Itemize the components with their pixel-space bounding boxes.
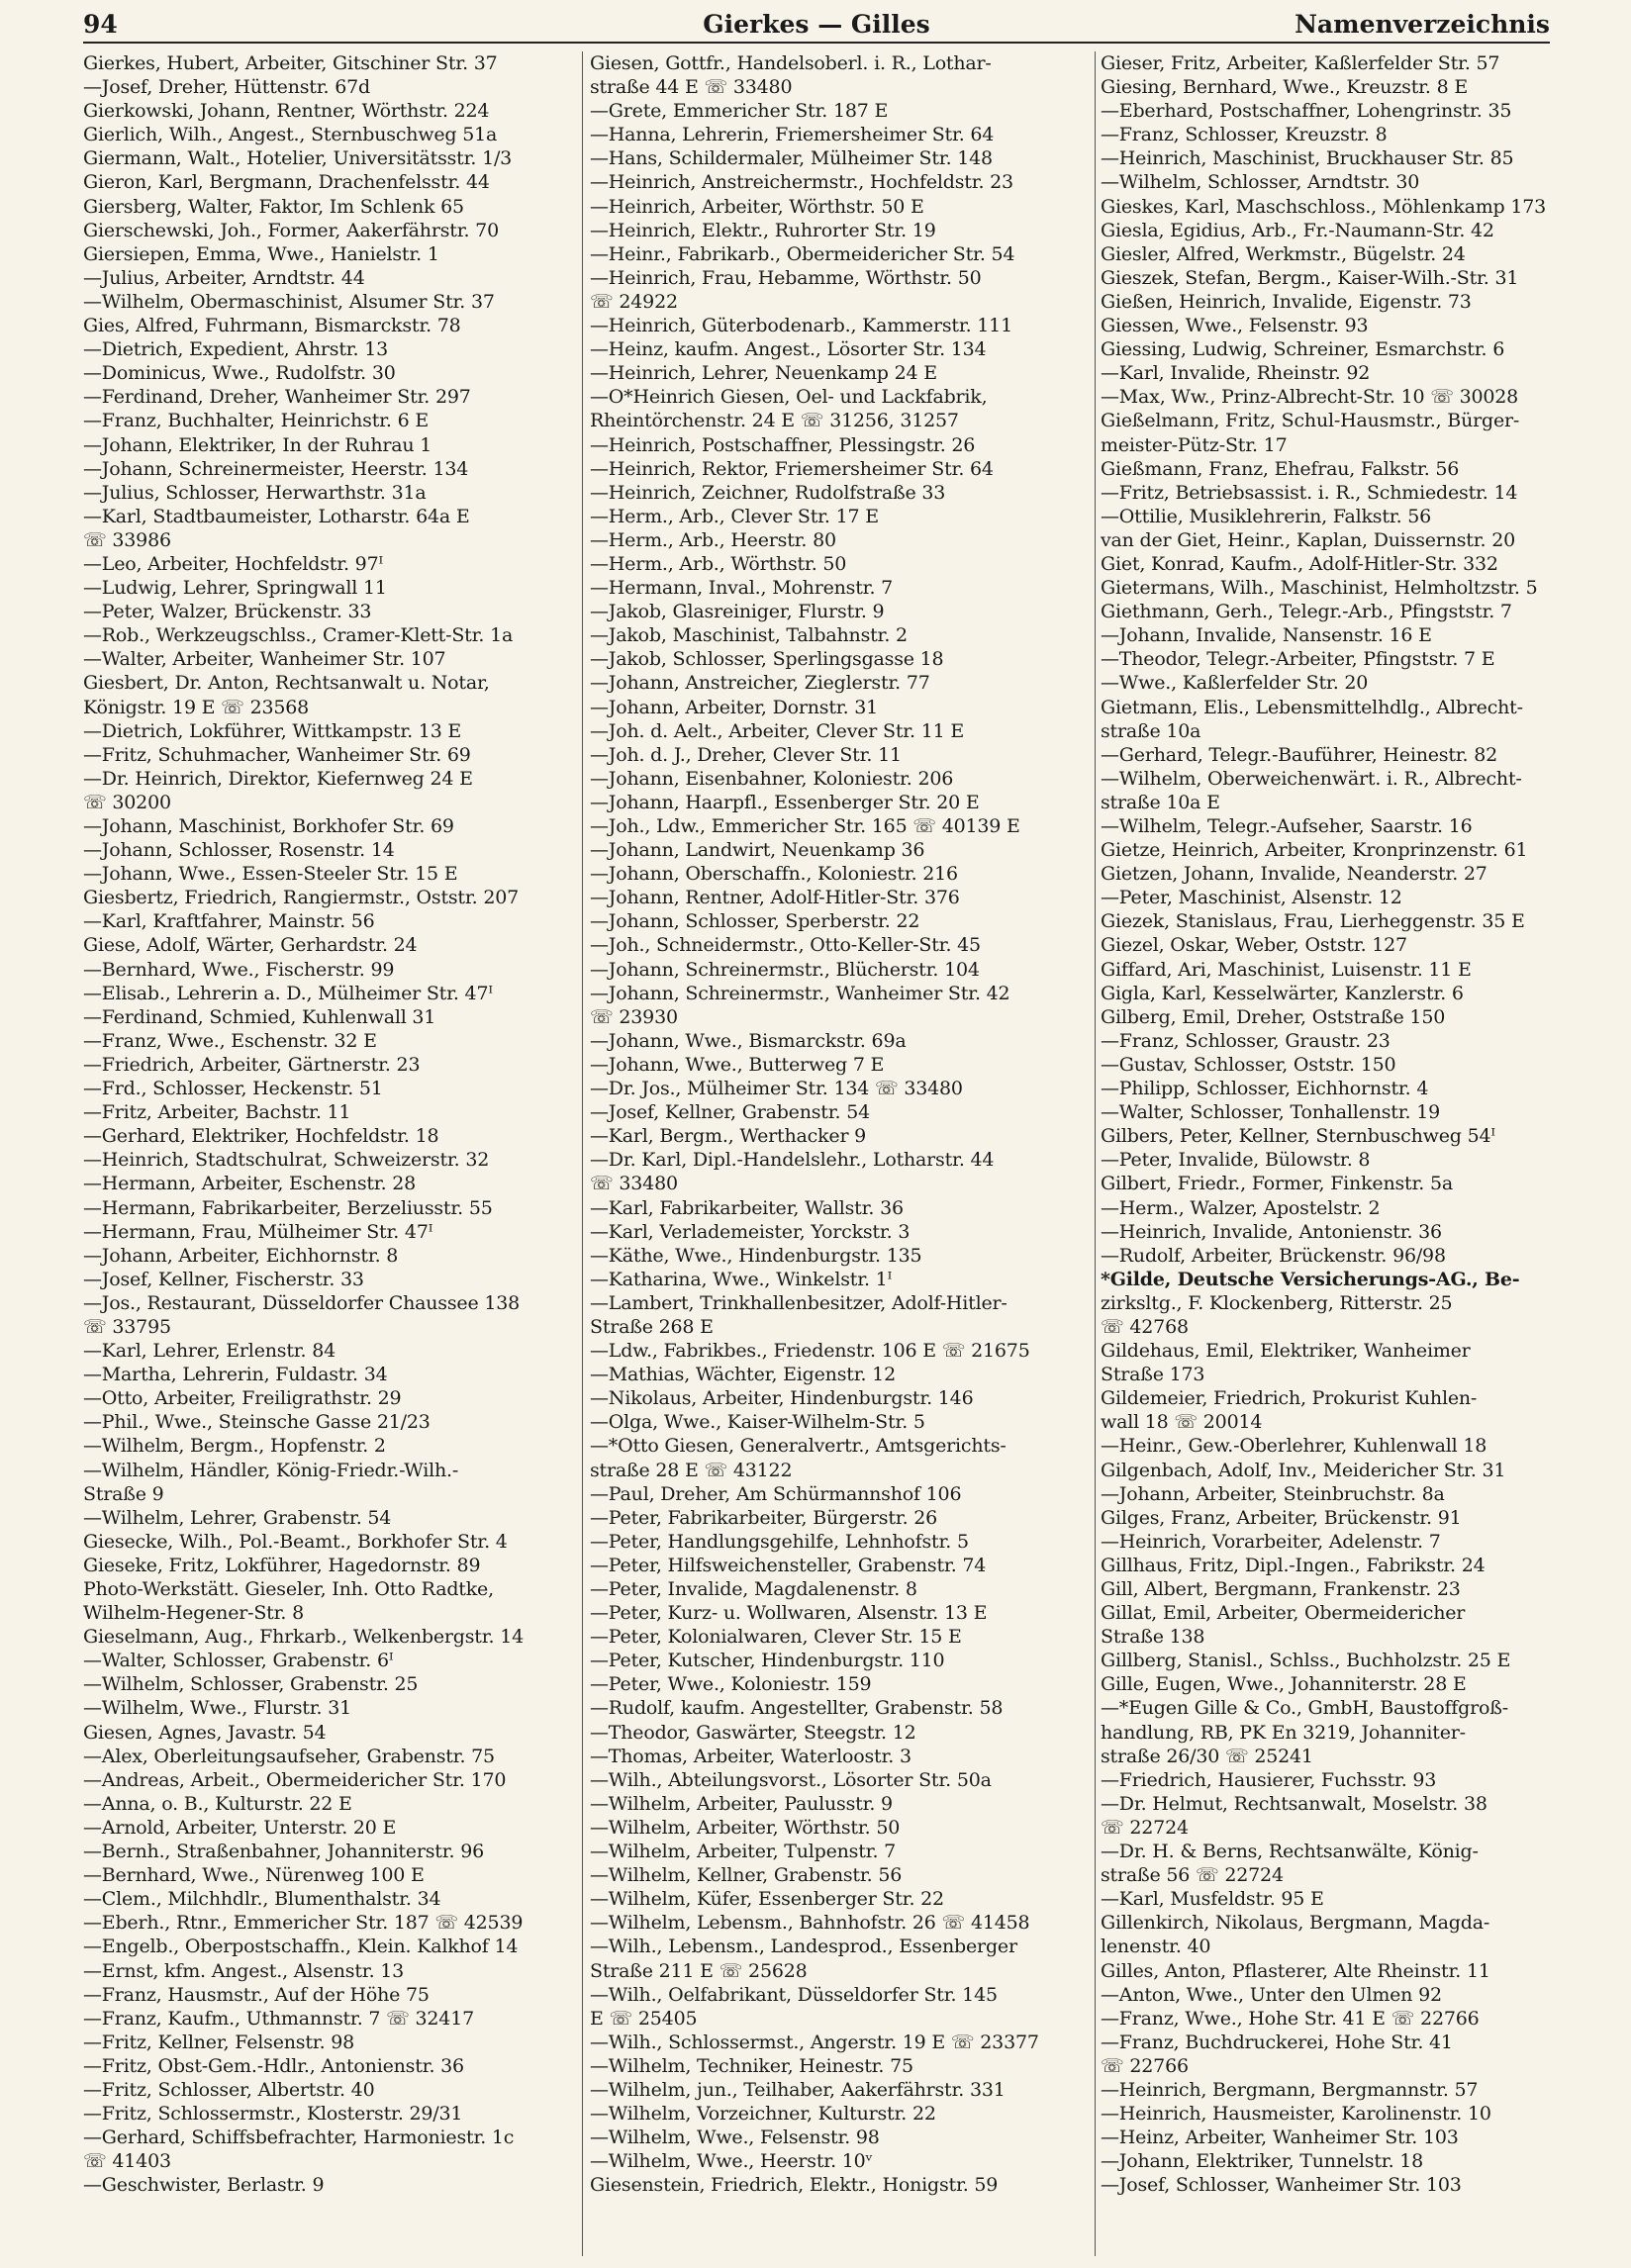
directory-entry-line: —Johann, Wwe., Essen-Steeler Str. 15 E bbox=[83, 863, 458, 886]
directory-entry-line: —Peter, Invalide, Magdalenenstr. 8 bbox=[590, 1578, 917, 1600]
directory-entry-line: —Lambert, Trinkhallenbesitzer, Adolf-Hitler- bbox=[590, 1291, 1007, 1314]
directory-entry-line: —Josef, Schlosser, Wanheimer Str. 103 bbox=[1101, 2174, 1462, 2197]
directory-entry-line: —Martha, Lehrerin, Fuldastr. 34 bbox=[83, 1364, 388, 1386]
directory-entry-line: —Wilhelm, Arbeiter, Paulusstr. 9 bbox=[590, 1792, 893, 1815]
directory-entry-line: —Heinr., Fabrikarb., Obermeidericher Str. 54 bbox=[590, 242, 1015, 265]
directory-entry-line: Giessen, Wwe., Felsenstr. 93 bbox=[1101, 315, 1369, 337]
directory-entry-line: —Wilhelm, Schlosser, Grabenstr. 25 bbox=[83, 1673, 419, 1696]
directory-entry-line: Gießmann, Franz, Ehefrau, Falkstr. 56 bbox=[1101, 457, 1460, 480]
directory-entry-line: —Franz, Wwe., Eschenstr. 32 E bbox=[83, 1029, 377, 1052]
directory-entry-line: —Johann, Wwe., Butterweg 7 E bbox=[590, 1053, 885, 1076]
directory-entry-line: Straße 173 bbox=[1101, 1364, 1205, 1386]
directory-entry-line: —Dr. Heinrich, Direktor, Kiefernweg 24 E bbox=[83, 767, 473, 790]
directory-entry-line: —Anna, o. B., Kulturstr. 22 E bbox=[83, 1792, 352, 1815]
directory-entry-line: Gieskes, Karl, Maschschloss., Möhlenkamp 173 bbox=[1101, 195, 1546, 218]
directory-entry-line: Giesen, Gottfr., Handelsoberl. i. R., Lothar- bbox=[590, 52, 992, 74]
directory-entry-line: Gillat, Emil, Arbeiter, Obermeidericher bbox=[1101, 1602, 1466, 1625]
directory-entry-line: Rheintörchenstr. 24 E ☏ 31256, 31257 bbox=[590, 410, 959, 432]
directory-entry-line: —Franz, Kaufm., Uthmannstr. 7 ☏ 32417 bbox=[83, 2007, 474, 2030]
directory-entry-line: —Johann, Schreinermeister, Heerstr. 134 bbox=[83, 457, 469, 480]
directory-entry-line: —Heinz, kaufm. Angest., Lösorter Str. 134 bbox=[590, 338, 987, 361]
directory-entry-line: —Heinrich, Güterbodenarb., Kammerstr. 111 bbox=[590, 315, 1012, 337]
directory-entry-line: Gietermans, Wilh., Maschinist, Helmholtzstr. 5 bbox=[1101, 577, 1538, 600]
directory-entry-line: —Wilhelm, Telegr.-Aufseher, Saarstr. 16 bbox=[1101, 815, 1473, 837]
directory-entry-line: Gilles, Anton, Pflasterer, Alte Rheinstr. 11 bbox=[1101, 1959, 1490, 1982]
directory-entry-line: zirksltg., F. Klockenberg, Ritterstr. 25 bbox=[1101, 1291, 1453, 1314]
directory-entry-line: —Karl, Stadtbaumeister, Lotharstr. 64a E bbox=[83, 505, 470, 527]
directory-entry-line: straße 10a bbox=[1101, 719, 1201, 742]
directory-entry-line: —Peter, Kurz- u. Wollwaren, Alsenstr. 13 E bbox=[590, 1602, 988, 1625]
directory-entry-line: —Theodor, Telegr.-Arbeiter, Pfingststr. 7 E bbox=[1101, 648, 1495, 671]
directory-entry-line: —Anton, Wwe., Unter den Ulmen 92 bbox=[1101, 1983, 1442, 2006]
directory-entry-line: Straße 268 E bbox=[590, 1315, 714, 1338]
directory-entry-line: ☏ 22724 bbox=[1101, 1816, 1189, 1839]
directory-entry-line: —O*Heinrich Giesen, Oel- und Lackfabrik, bbox=[590, 386, 988, 409]
directory-entry-line: ☏ 33795 bbox=[83, 1315, 171, 1338]
directory-entry-line: Giesecke, Wilh., Pol.-Beamt., Borkhofer Str. 4 bbox=[83, 1530, 508, 1553]
directory-entry-line: Gillberg, Stanisl., Schlss., Buchholzstr. 25 E bbox=[1101, 1650, 1511, 1672]
directory-entry-line: —Heinrich, Rektor, Friemersheimer Str. 64 bbox=[590, 457, 994, 480]
directory-entry-line: —Wilhelm, Lehrer, Grabenstr. 54 bbox=[83, 1506, 392, 1529]
directory-entry-line: —Peter, Wwe., Koloniestr. 159 bbox=[590, 1673, 872, 1696]
directory-entry-line: Gießen, Heinrich, Invalide, Eigenstr. 73 bbox=[1101, 290, 1472, 313]
directory-entry-line: —Johann, Maschinist, Borkhofer Str. 69 bbox=[83, 815, 454, 837]
directory-entry-line: —Karl, Verlademeister, Yorckstr. 3 bbox=[590, 1220, 911, 1243]
directory-entry-line: —Johann, Arbeiter, Steinbruchstr. 8a bbox=[1101, 1482, 1445, 1505]
directory-entry-line: Giesenstein, Friedrich, Elektr., Honigstr. 59 bbox=[590, 2174, 999, 2197]
directory-entry-line: —Engelb., Oberpostschaffn., Klein. Kalkhof 14 bbox=[83, 1936, 519, 1958]
directory-entry-line: —*Eugen Gille & Co., GmbH, Baustoffgroß- bbox=[1101, 1697, 1508, 1720]
directory-entry-line: —Franz, Buchhalter, Heinrichstr. 6 E bbox=[83, 410, 430, 432]
directory-entry-line: Giesing, Bernhard, Wwe., Kreuzstr. 8 E bbox=[1101, 76, 1468, 99]
directory-entry-line: —Gerhard, Schiffsbefrachter, Harmoniestr. 1c bbox=[83, 2126, 515, 2149]
directory-entry-line: —Elisab., Lehrerin a. D., Mülheimer Str. 47ᴵ bbox=[83, 982, 493, 1004]
directory-entry-line: Gießelmann, Fritz, Schul-Hausmstr., Bürger- bbox=[1101, 410, 1520, 432]
directory-entry-line: —Phil., Wwe., Steinsche Gasse 21/23 bbox=[83, 1411, 431, 1434]
directory-entry-line: —Wilhelm, Händler, König-Friedr.-Wilh.- bbox=[83, 1459, 459, 1481]
directory-entry-line: —Fritz, Kellner, Felsenstr. 98 bbox=[83, 2031, 355, 2053]
directory-entry-line: —Johann, Oberschaffn., Koloniestr. 216 bbox=[590, 863, 958, 886]
directory-entry-line: ☏ 24922 bbox=[590, 290, 678, 313]
directory-entry-line: —Dominicus, Wwe., Rudolfstr. 30 bbox=[83, 362, 396, 385]
directory-entry-line: Gilbers, Peter, Kellner, Sternbuschweg 54ᴵ bbox=[1101, 1125, 1495, 1148]
directory-entry-line: —Wilhelm, jun., Teilhaber, Aakerfährstr. 331 bbox=[590, 2078, 1006, 2101]
directory-entry-line: handlung, RB, PK En 3219, Johanniter- bbox=[1101, 1721, 1466, 1744]
directory-entry-line: —Heinrich, Frau, Hebamme, Wörthstr. 50 bbox=[590, 266, 982, 289]
directory-entry-line: Giersiepen, Emma, Wwe., Hanielstr. 1 bbox=[83, 242, 439, 265]
directory-entry-line: —Thomas, Arbeiter, Waterloostr. 3 bbox=[590, 1745, 911, 1767]
directory-entry-line: Gieron, Karl, Bergmann, Drachenfelsstr. 44 bbox=[83, 171, 490, 194]
directory-entry-line: —Peter, Fabrikarbeiter, Bürgerstr. 26 bbox=[590, 1506, 938, 1529]
directory-entry-line: —Wilh., Lebensm., Landesprod., Essenberger bbox=[590, 1936, 1017, 1958]
directory-entry-line: —Peter, Maschinist, Alsenstr. 12 bbox=[1101, 887, 1402, 909]
directory-entry-line: —Leo, Arbeiter, Hochfeldstr. 97ᴵ bbox=[83, 552, 383, 575]
directory-entry-line: —Heinrich, Vorarbeiter, Adelenstr. 7 bbox=[1101, 1530, 1441, 1553]
section-title: Namenverzeichnis bbox=[1295, 10, 1550, 39]
directory-entry-line: Photo-Werkstätt. Gieseler, Inh. Otto Radtke, bbox=[83, 1578, 494, 1600]
directory-entry-line: —Rob., Werkzeugschlss., Cramer-Klett-Str. 1a bbox=[83, 624, 514, 647]
directory-entry-line: —Ldw., Fabrikbes., Friedenstr. 106 E ☏ 21675 bbox=[590, 1340, 1030, 1363]
directory-entry-line: —Ferdinand, Dreher, Wanheimer Str. 297 bbox=[83, 386, 471, 409]
directory-entry-line: —Joh., Schneidermstr., Otto-Keller-Str. 45 bbox=[590, 934, 981, 957]
directory-entry-line: —Gerhard, Elektriker, Hochfeldstr. 18 bbox=[83, 1125, 439, 1148]
directory-entry-line: —Katharina, Wwe., Winkelstr. 1ᴵ bbox=[590, 1268, 893, 1290]
directory-entry-line: —Alex, Oberleitungsaufseher, Grabenstr. 75 bbox=[83, 1745, 495, 1767]
directory-entry-line: —Gustav, Schlosser, Oststr. 150 bbox=[1101, 1053, 1396, 1076]
directory-entry-line: —*Otto Giesen, Generalvertr., Amtsgerichts- bbox=[590, 1435, 1007, 1458]
directory-entry-line: —Wilh., Abteilungsvorst., Lösorter Str. 50a bbox=[590, 1768, 992, 1791]
directory-entry-line: —Bernhard, Wwe., Fischerstr. 99 bbox=[83, 958, 395, 981]
directory-entry-line: —Heinrich, Arbeiter, Wörthstr. 50 E bbox=[590, 195, 924, 218]
directory-entry-line: —Wilhelm, Oberweichenwärt. i. R., Albrecht- bbox=[1101, 767, 1522, 790]
directory-entry-line: —Andreas, Arbeit., Obermeidericher Str. 170 bbox=[83, 1768, 507, 1791]
directory-entry-line: —Dr. Jos., Mülheimer Str. 134 ☏ 33480 bbox=[590, 1078, 963, 1100]
directory-entry-line: —Heinrich, Hausmeister, Karolinenstr. 10 bbox=[1101, 2103, 1491, 2126]
directory-entry-line: Gietzen, Johann, Invalide, Neanderstr. 27 bbox=[1101, 863, 1487, 886]
directory-entry-line: —Joh., Ldw., Emmericher Str. 165 ☏ 40139 E bbox=[590, 815, 1020, 837]
directory-entry-line: —Käthe, Wwe., Hindenburgstr. 135 bbox=[590, 1244, 922, 1267]
directory-entry-line: —Johann, Arbeiter, Eichhornstr. 8 bbox=[83, 1244, 399, 1267]
directory-entry-line: —Wwe., Kaßlerfelder Str. 20 bbox=[1101, 672, 1369, 695]
directory-entry-line: —Karl, Bergm., Werthacker 9 bbox=[590, 1125, 867, 1148]
directory-entry-line: Gill, Albert, Bergmann, Frankenstr. 23 bbox=[1101, 1578, 1461, 1600]
directory-entry-line: —Herm., Arb., Clever Str. 17 E bbox=[590, 505, 879, 527]
directory-entry-line: —Heinrich, Anstreichermstr., Hochfeldstr. 23 bbox=[590, 171, 1013, 194]
directory-entry-line: Gierkowski, Johann, Rentner, Wörthstr. 224 bbox=[83, 100, 490, 123]
directory-entry-line: —Johann, Arbeiter, Dornstr. 31 bbox=[590, 696, 879, 718]
directory-entry-line: —Heinrich, Invalide, Antonienstr. 36 bbox=[1101, 1220, 1442, 1243]
directory-entry-line: —Bernh., Straßenbahner, Johanniterstr. 96 bbox=[83, 1841, 484, 1863]
directory-entry-line: —Mathias, Wächter, Eigenstr. 12 bbox=[590, 1364, 896, 1386]
directory-entry-line: Gieszek, Stefan, Bergm., Kaiser-Wilh.-Str. 31 bbox=[1101, 266, 1519, 289]
directory-entry-line: —Jakob, Maschinist, Talbahnstr. 2 bbox=[590, 624, 908, 647]
directory-entry-line: Gierschewski, Joh., Former, Aakerfährstr. 70 bbox=[83, 219, 499, 241]
directory-entry-line: van der Giet, Heinr., Kaplan, Duissernstr. 20 bbox=[1101, 528, 1515, 551]
directory-entry-line: —Johann, Wwe., Bismarckstr. 69a bbox=[590, 1029, 907, 1052]
page-header bbox=[83, 6, 1550, 44]
directory-entry-line: —Wilhelm, Küfer, Essenberger Str. 22 bbox=[590, 1888, 944, 1911]
directory-entry-line: —Max, Ww., Prinz-Albrecht-Str. 10 ☏ 30028 bbox=[1101, 386, 1519, 409]
directory-entry-line: —Julius, Schlosser, Herwarthstr. 31a bbox=[83, 481, 427, 504]
directory-entry-line: Gietze, Heinrich, Arbeiter, Kronprinzenstr. 61 bbox=[1101, 839, 1528, 862]
directory-entry-line: —Fritz, Schlossermstr., Klosterstr. 29/31 bbox=[83, 2103, 463, 2126]
directory-entry-line: —Rudolf, kaufm. Angestellter, Grabenstr. 58 bbox=[590, 1697, 1004, 1720]
directory-entry-line: —Peter, Kolonialwaren, Clever Str. 15 E bbox=[590, 1626, 962, 1649]
directory-entry-line: straße 56 ☏ 22724 bbox=[1101, 1864, 1284, 1887]
directory-entry-line: —Heinrich, Postschaffner, Plessingstr. 26 bbox=[590, 433, 976, 456]
directory-entry-line: ☏ 30200 bbox=[83, 791, 171, 813]
directory-entry-line: —Franz, Schlosser, Graustr. 23 bbox=[1101, 1029, 1391, 1052]
directory-entry-line: —Dr. Karl, Dipl.-Handelslehr., Lotharstr. 44 bbox=[590, 1149, 995, 1172]
directory-entry-line: Gilgenbach, Adolf, Inv., Meidericher Str. 31 bbox=[1101, 1459, 1506, 1481]
directory-entry-line: —Karl, Lehrer, Erlenstr. 84 bbox=[83, 1340, 336, 1363]
directory-entry-line: —Johann, Landwirt, Neuenkamp 36 bbox=[590, 839, 925, 862]
column-divider bbox=[1095, 51, 1096, 2256]
directory-entry-line: Giesler, Alfred, Werkmstr., Bügelstr. 24 bbox=[1101, 242, 1466, 265]
directory-entry-line: —Theodor, Gaswärter, Steegstr. 12 bbox=[590, 1721, 916, 1744]
directory-entry-line: —Wilhelm, Bergm., Hopfenstr. 2 bbox=[83, 1435, 386, 1458]
directory-entry-line: ☏ 33480 bbox=[590, 1173, 678, 1195]
directory-entry-line: Giezek, Stanislaus, Frau, Lierheggenstr. 35 E bbox=[1101, 910, 1525, 933]
directory-entry-line: —Hanna, Lehrerin, Friemersheimer Str. 64 bbox=[590, 124, 995, 146]
directory-column-1 bbox=[83, 51, 576, 2256]
directory-column-2 bbox=[590, 51, 1093, 2256]
directory-entry-line: ☏ 23930 bbox=[590, 1005, 678, 1028]
directory-entry-line: *Gilde, Deutsche Versicherungs-AG., Be- bbox=[1101, 1268, 1520, 1290]
directory-entry-line: —Ernst, kfm. Angest., Alsenstr. 13 bbox=[83, 1959, 405, 1982]
directory-entry-line: Gilberg, Emil, Dreher, Oststraße 150 bbox=[1101, 1005, 1446, 1028]
directory-entry-line: —Heinr., Gew.-Oberlehrer, Kuhlenwall 18 bbox=[1101, 1435, 1487, 1458]
directory-column-3 bbox=[1101, 51, 1552, 2256]
directory-entry-line: Giezel, Oskar, Weber, Oststr. 127 bbox=[1101, 934, 1407, 957]
directory-entry-line: —Eberhard, Postschaffner, Lohengrinstr. 35 bbox=[1101, 100, 1512, 123]
directory-entry-line: —Karl, Invalide, Rheinstr. 92 bbox=[1101, 362, 1371, 385]
directory-entry-line: Wilhelm-Hegener-Str. 8 bbox=[83, 1602, 304, 1625]
directory-entry-line: —Arnold, Arbeiter, Unterstr. 20 E bbox=[83, 1816, 397, 1839]
directory-entry-line: —Wilhelm, Wwe., Heerstr. 10ᵛ bbox=[590, 2150, 873, 2173]
directory-entry-line: —Frd., Schlosser, Heckenstr. 51 bbox=[83, 1078, 383, 1100]
directory-entry-line: —Johann, Invalide, Nansenstr. 16 E bbox=[1101, 624, 1432, 647]
directory-entry-line: —Bernhard, Wwe., Nürenweg 100 E bbox=[83, 1864, 425, 1887]
directory-entry-line: Straße 211 E ☏ 25628 bbox=[590, 1959, 808, 1982]
directory-entry-line: —Johann, Schreinermstr., Blücherstr. 104 bbox=[590, 958, 980, 981]
directory-entry-line: —Hermann, Inval., Mohrenstr. 7 bbox=[590, 577, 894, 600]
directory-entry-line: —Wilhelm, Lebensm., Bahnhofstr. 26 ☏ 41458 bbox=[590, 1912, 1030, 1935]
directory-entry-line: —Olga, Wwe., Kaiser-Wilhelm-Str. 5 bbox=[590, 1411, 925, 1434]
directory-entry-line: Giese, Adolf, Wärter, Gerhardstr. 24 bbox=[83, 934, 418, 957]
directory-entry-line: Gigla, Karl, Kesselwärter, Kanzlerstr. 6 bbox=[1101, 982, 1464, 1004]
directory-entry-line: ☏ 41403 bbox=[83, 2150, 171, 2173]
directory-entry-line: ☏ 33986 bbox=[83, 528, 171, 551]
directory-entry-line: —Ludwig, Lehrer, Springwall 11 bbox=[83, 577, 387, 600]
directory-entry-line: Gillenkirch, Nikolaus, Bergmann, Magda- bbox=[1101, 1912, 1490, 1935]
directory-entry-line: Giermann, Walt., Hotelier, Universitätsstr. 1/3 bbox=[83, 147, 513, 170]
directory-entry-line: Straße 9 bbox=[83, 1482, 164, 1505]
directory-entry-line: Giffard, Ari, Maschinist, Luisenstr. 11 E bbox=[1101, 958, 1472, 981]
directory-entry-line: Gildemeier, Friedrich, Prokurist Kuhlen- bbox=[1101, 1387, 1478, 1410]
directory-entry-line: —Franz, Buchdruckerei, Hohe Str. 41 bbox=[1101, 2031, 1453, 2053]
directory-entry-line: straße 28 E ☏ 43122 bbox=[590, 1459, 793, 1481]
directory-entry-line: —Wilhelm, Vorzeichner, Kulturstr. 22 bbox=[590, 2103, 936, 2126]
directory-entry-line: Gieser, Fritz, Arbeiter, Kaßlerfelder Str. 57 bbox=[1101, 52, 1500, 74]
directory-entry-line: —Jakob, Schlosser, Sperlingsgasse 18 bbox=[590, 648, 944, 671]
directory-entry-line: —Hermann, Frau, Mülheimer Str. 47ᴵ bbox=[83, 1220, 433, 1243]
directory-entry-line: —Fritz, Schlosser, Albertstr. 40 bbox=[83, 2078, 375, 2101]
directory-entry-line: —Wilh., Oelfabrikant, Düsseldorfer Str. 145 bbox=[590, 1983, 998, 2006]
directory-entry-line: —Paul, Dreher, Am Schürmannshof 106 bbox=[590, 1482, 962, 1505]
directory-entry-line: —Wilhelm, Arbeiter, Tulpenstr. 7 bbox=[590, 1841, 897, 1863]
directory-entry-line: —Geschwister, Berlastr. 9 bbox=[83, 2174, 325, 2197]
directory-entry-line: —Johann, Haarpfl., Essenberger Str. 20 E bbox=[590, 791, 980, 813]
directory-entry-line: —Johann, Anstreicher, Zieglerstr. 77 bbox=[590, 672, 930, 695]
directory-entry-line: —Heinrich, Maschinist, Bruckhauser Str. 85 bbox=[1101, 147, 1514, 170]
directory-entry-line: straße 10a E bbox=[1101, 791, 1220, 813]
directory-entry-line: —Johann, Elektriker, In der Ruhrau 1 bbox=[83, 433, 432, 456]
directory-entry-line: Giesen, Agnes, Javastr. 54 bbox=[83, 1721, 327, 1744]
directory-entry-line: Königstr. 19 E ☏ 23568 bbox=[83, 696, 310, 718]
directory-entry-line: Gierlich, Wilh., Angest., Sternbuschweg 51a bbox=[83, 124, 498, 146]
page-title: Gierkes — Gilles bbox=[703, 10, 930, 39]
directory-entry-line: Straße 138 bbox=[1101, 1626, 1205, 1649]
directory-entry-line: —Wilh., Schlossermst., Angerstr. 19 E ☏ 23377 bbox=[590, 2031, 1039, 2053]
directory-entry-line: straße 26/30 ☏ 25241 bbox=[1101, 1745, 1313, 1767]
directory-entry-line: —Fritz, Betriebsassist. i. R., Schmiedestr. 14 bbox=[1101, 481, 1518, 504]
directory-entry-line: —Johann, Schreinermstr., Wanheimer Str. 42 bbox=[590, 982, 1010, 1004]
directory-entry-line: —Peter, Hilfsweichensteller, Grabenstr. 74 bbox=[590, 1554, 987, 1576]
directory-entry-line: —Franz, Wwe., Hohe Str. 41 E ☏ 22766 bbox=[1101, 2007, 1480, 2030]
directory-entry-line: Gillhaus, Fritz, Dipl.-Ingen., Fabrikstr. 24 bbox=[1101, 1554, 1486, 1576]
directory-entry-line: —Hans, Schildermaler, Mülheimer Str. 148 bbox=[590, 147, 993, 170]
directory-entry-line: —Nikolaus, Arbeiter, Hindenburgstr. 146 bbox=[590, 1387, 974, 1410]
directory-entry-line: —Franz, Schlosser, Kreuzstr. 8 bbox=[1101, 124, 1388, 146]
directory-entry-line: Giet, Konrad, Kaufm., Adolf-Hitler-Str. 332 bbox=[1101, 552, 1498, 575]
directory-entry-line: —Friedrich, Arbeiter, Gärtnerstr. 23 bbox=[83, 1053, 421, 1076]
directory-entry-line: —Karl, Fabrikarbeiter, Wallstr. 36 bbox=[590, 1196, 904, 1219]
directory-entry-line: Giesla, Egidius, Arb., Fr.-Naumann-Str. 42 bbox=[1101, 219, 1494, 241]
directory-entry-line: —Ferdinand, Schmied, Kuhlenwall 31 bbox=[83, 1005, 436, 1028]
directory-entry-line: —Wilhelm, Wwe., Felsenstr. 98 bbox=[590, 2126, 880, 2149]
directory-entry-line: Gilges, Franz, Arbeiter, Brückenstr. 91 bbox=[1101, 1506, 1462, 1529]
directory-entry-line: Giethmann, Gerh., Telegr.-Arb., Pfingststr. 7 bbox=[1101, 601, 1512, 623]
directory-entry-line: —Dr. Helmut, Rechtsanwalt, Moselstr. 38 bbox=[1101, 1792, 1487, 1815]
directory-entry-line: —Heinz, Arbeiter, Wanheimer Str. 103 bbox=[1101, 2126, 1459, 2149]
directory-entry-line: ☏ 42768 bbox=[1101, 1315, 1189, 1338]
directory-entry-line: —Walter, Arbeiter, Wanheimer Str. 107 bbox=[83, 648, 446, 671]
directory-entry-line: —Wilhelm, Arbeiter, Wörthstr. 50 bbox=[590, 1816, 901, 1839]
directory-entry-line: —Heinrich, Elektr., Ruhrorter Str. 19 bbox=[590, 219, 936, 241]
directory-entry-line: —Fritz, Obst-Gem.-Hdlr., Antonienstr. 36 bbox=[83, 2054, 464, 2077]
directory-entry-line: —Gerhard, Telegr.-Bauführer, Heinestr. 82 bbox=[1101, 743, 1498, 766]
directory-entry-line: —Herm., Walzer, Apostelstr. 2 bbox=[1101, 1196, 1381, 1219]
directory-entry-line: —Josef, Kellner, Fischerstr. 33 bbox=[83, 1268, 364, 1290]
column-divider bbox=[582, 51, 583, 2256]
directory-entry-line: —Peter, Kutscher, Hindenburgstr. 110 bbox=[590, 1650, 945, 1672]
directory-entry-line: Giessing, Ludwig, Schreiner, Esmarchstr. 6 bbox=[1101, 338, 1505, 361]
directory-entry-line: Giesbert, Dr. Anton, Rechtsanwalt u. Notar, bbox=[83, 672, 490, 695]
directory-entry-line: ☏ 22766 bbox=[1101, 2054, 1189, 2077]
directory-entry-line: Gildehaus, Emil, Elektriker, Wanheimer bbox=[1101, 1340, 1471, 1363]
directory-entry-line: —Jakob, Glasreiniger, Flurstr. 9 bbox=[590, 601, 885, 623]
directory-entry-line: Gilbert, Friedr., Former, Finkenstr. 5a bbox=[1101, 1173, 1453, 1195]
directory-entry-line: —Jos., Restaurant, Düsseldorfer Chaussee 138 bbox=[83, 1291, 520, 1314]
directory-entry-line: —Wilhelm, Obermaschinist, Alsumer Str. 37 bbox=[83, 290, 495, 313]
directory-entry-line: —Dietrich, Expedient, Ahrstr. 13 bbox=[83, 338, 389, 361]
directory-entry-line: —Joh. d. Aelt., Arbeiter, Clever Str. 11 E bbox=[590, 719, 965, 742]
directory-entry-line: —Johann, Eisenbahner, Koloniestr. 206 bbox=[590, 767, 954, 790]
directory-entry-line: meister-Pütz-Str. 17 bbox=[1101, 433, 1288, 456]
directory-entry-line: —Karl, Kraftfahrer, Mainstr. 56 bbox=[83, 910, 375, 933]
directory-entry-line: —Heinrich, Zeichner, Rudolfstraße 33 bbox=[590, 481, 946, 504]
directory-entry-line: —Julius, Arbeiter, Arndtstr. 44 bbox=[83, 266, 365, 289]
directory-entry-line: Gieseke, Fritz, Lokführer, Hagedornstr. 89 bbox=[83, 1554, 481, 1576]
directory-entry-line: —Fritz, Arbeiter, Bachstr. 11 bbox=[83, 1101, 351, 1124]
directory-entry-line: —Wilhelm, Schlosser, Arndtstr. 30 bbox=[1101, 171, 1420, 194]
directory-entry-line: —Fritz, Schuhmacher, Wanheimer Str. 69 bbox=[83, 743, 471, 766]
directory-entry-line: —Karl, Musfeldstr. 95 E bbox=[1101, 1888, 1324, 1911]
directory-entry-line: —Johann, Schlosser, Sperberstr. 22 bbox=[590, 910, 920, 933]
directory-entry-line: —Johann, Rentner, Adolf-Hitler-Str. 376 bbox=[590, 887, 960, 909]
directory-entry-line: —Dietrich, Lokführer, Wittkampstr. 13 E bbox=[83, 719, 462, 742]
directory-entry-line: —Herm., Arb., Heerstr. 80 bbox=[590, 528, 836, 551]
directory-entry-line: —Ottilie, Musiklehrerin, Falkstr. 56 bbox=[1101, 505, 1432, 527]
directory-entry-line: —Hermann, Arbeiter, Eschenstr. 28 bbox=[83, 1173, 417, 1195]
page-number: 94 bbox=[83, 10, 118, 39]
directory-entry-line: —Johann, Schlosser, Rosenstr. 14 bbox=[83, 839, 395, 862]
directory-entry-line: Gietmann, Elis., Lebensmittelhdlg., Albrecht- bbox=[1101, 696, 1523, 718]
directory-entry-line: —Peter, Walzer, Brückenstr. 33 bbox=[83, 601, 372, 623]
directory-entry-line: —Clem., Milchhdlr., Blumenthalstr. 34 bbox=[83, 1888, 441, 1911]
directory-entry-line: —Heinrich, Bergmann, Bergmannstr. 57 bbox=[1101, 2078, 1479, 2101]
directory-entry-line: —Walter, Schlosser, Grabenstr. 6ᴵ bbox=[83, 1650, 394, 1672]
directory-entry-line: —Franz, Hausmstr., Auf der Höhe 75 bbox=[83, 1983, 430, 2006]
directory-entry-line: —Johann, Elektriker, Tunnelstr. 18 bbox=[1101, 2150, 1424, 2173]
directory-entry-line: Gille, Eugen, Wwe., Johanniterstr. 28 E bbox=[1101, 1673, 1467, 1696]
directory-entry-line: —Josef, Dreher, Hüttenstr. 67d bbox=[83, 76, 370, 99]
directory-entry-line: —Eberh., Rtnr., Emmericher Str. 187 ☏ 42539 bbox=[83, 1912, 524, 1935]
directory-entry-line: wall 18 ☏ 20014 bbox=[1101, 1411, 1263, 1434]
directory-entry-line: E ☏ 25405 bbox=[590, 2007, 698, 2030]
directory-entry-line: lenenstr. 40 bbox=[1101, 1936, 1211, 1958]
directory-entry-line: —Josef, Kellner, Grabenstr. 54 bbox=[590, 1101, 870, 1124]
directory-entry-line: —Grete, Emmericher Str. 187 E bbox=[590, 100, 889, 123]
directory-entry-line: —Dr. H. & Berns, Rechtsanwälte, König- bbox=[1101, 1841, 1479, 1863]
directory-entry-line: Giersberg, Walter, Faktor, Im Schlenk 65 bbox=[83, 195, 464, 218]
directory-entry-line: —Wilhelm, Techniker, Heinestr. 75 bbox=[590, 2054, 913, 2077]
directory-entry-line: —Herm., Arb., Wörthstr. 50 bbox=[590, 552, 847, 575]
directory-entry-line: —Heinrich, Lehrer, Neuenkamp 24 E bbox=[590, 362, 937, 385]
directory-entry-line: —Otto, Arbeiter, Freiligrathstr. 29 bbox=[83, 1387, 402, 1410]
directory-entry-line: Gieselmann, Aug., Fhrkarb., Welkenbergstr. 14 bbox=[83, 1626, 524, 1649]
directory-entry-line: —Walter, Schlosser, Tonhallenstr. 19 bbox=[1101, 1101, 1440, 1124]
directory-entry-line: —Wilhelm, Kellner, Grabenstr. 56 bbox=[590, 1864, 903, 1887]
directory-entry-line: —Friedrich, Hausierer, Fuchsstr. 93 bbox=[1101, 1768, 1437, 1791]
directory-entry-line: Gierkes, Hubert, Arbeiter, Gitschiner Str. 37 bbox=[83, 52, 498, 74]
directory-entry-line: Giesbertz, Friedrich, Rangiermstr., Oststr. 207 bbox=[83, 887, 520, 909]
directory-entry-line: —Hermann, Fabrikarbeiter, Berzeliusstr. 55 bbox=[83, 1196, 493, 1219]
directory-entry-line: —Rudolf, Arbeiter, Brückenstr. 96/98 bbox=[1101, 1244, 1446, 1267]
directory-entry-line: straße 44 E ☏ 33480 bbox=[590, 76, 793, 99]
directory-entry-line: —Philipp, Schlosser, Eichhornstr. 4 bbox=[1101, 1078, 1429, 1100]
directory-entry-line: —Peter, Handlungsgehilfe, Lehnhofstr. 5 bbox=[590, 1530, 969, 1553]
directory-entry-line: —Wilhelm, Wwe., Flurstr. 31 bbox=[83, 1697, 351, 1720]
directory-entry-line: —Heinrich, Stadtschulrat, Schweizerstr. 32 bbox=[83, 1149, 490, 1172]
directory-entry-line: —Peter, Invalide, Bülowstr. 8 bbox=[1101, 1149, 1371, 1172]
directory-entry-line: —Joh. d. J., Dreher, Clever Str. 11 bbox=[590, 743, 902, 766]
directory-entry-line: Gies, Alfred, Fuhrmann, Bismarckstr. 78 bbox=[83, 315, 461, 337]
